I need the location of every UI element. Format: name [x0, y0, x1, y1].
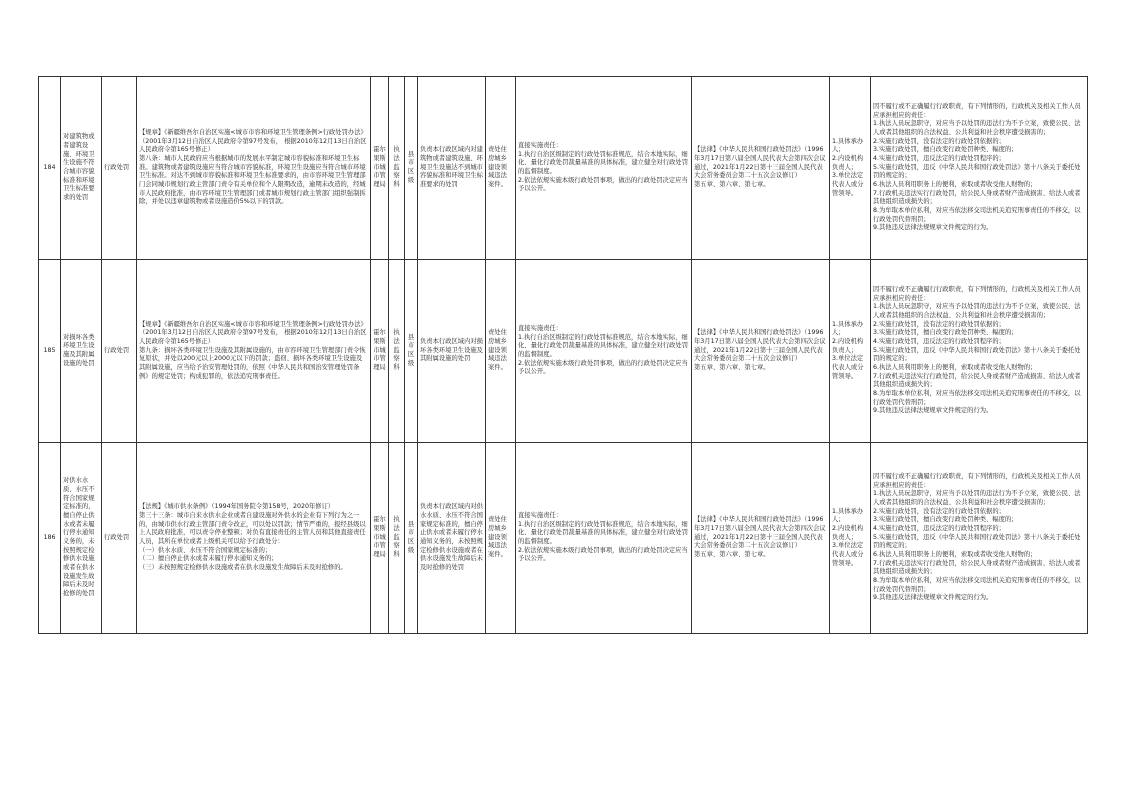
implementation-scope: 负责本行政区域内对损坏各类环境卫生设施及其附属设施的处罚 — [418, 260, 486, 443]
implementing-department: 霍尔果斯市城市管理局 — [371, 443, 389, 634]
implementation-scope: 负责本行政区域内对建筑物或者建筑设施、环境卫生设施达不到城市容貌标准和环境卫生标准要求的处罚 — [418, 77, 486, 260]
item-name: 对损坏各类环境卫生设施及其附属设施的处罚 — [61, 260, 102, 443]
row-number: 186 — [39, 443, 61, 634]
basis-text: 【规章】《新疆维吾尔自治区实施<城市市容和环境卫生管理条例>行政处罚办法》（2001年3月12日自治区人民政府令第97号发布， 根据2010年12月13日自治区人民政府令第165号修正） 第九条：损坏各类环境卫生设施及其附属设施的，由市容环境卫生管理部门责令恢复原状，并处以200元以上2000元以下的罚款；盗窃、损坏各类环境卫生设施及其附属设施，应当给予治安管理处罚的，依照《中华人民共和国治安管理处罚条例》的规定处罚；构成犯罪的，依法追究刑事责任。 — [139, 320, 367, 380]
basis-text: 【法规】《城市供水条例》（1994年国务院令第158号，2020年修订） 第三十三条：城市自来水供水企业或者自建设施对外供水的企业有下列行为之一的，由城市供水行政主管部门责令改正，可以处以罚款；情节严重的，报经县级以上人民政府批准，可以责令停业整顿；对负有直接责任的主管人员和其他直接责任人员，其所在单位或者上级机关可以给予行政处分： （一）供水水质、水压不符合国家规定标准的； （二）擅自停止供水或者未履行停水通知义务的； （三）未按照规定检修供水设施或者在供水设施发生故障后未及时抢修的。 — [139, 503, 366, 572]
accountability-cases: 因不履行或不正确履行行政职责，有下列情形的，行政机关及相关工作人员应承担相应的责任： 1.执法人员玩忽职守，对应当予以处罚的违法行为不予立案，致使公民、法人或者其他组织的合法权益、公共利益和社会秩序遭受损害的； 2.实施行政处罚，没有法定的行政处罚依据的； 3.实施行政处罚，擅自改变行政处罚种类、幅度的； 4.实施行政处罚，违反法定的行政处罚程序的； 5.实施行政处罚，违反《中华人民共和国行政处罚法》第十八条关于委托处罚的规定的； 6.执法人员利用职务上的便利，索取或者收受他人财物的； 7.行政机关违法实行行政处罚，给公民人身或者财产造成损害、给法人或者其他组织造成损失的； 8.为牟取本单位私利，对应当依法移交司法机关追究刑事责任的不移交，以行政处罚代替刑罚； 9.其他违反法律法规规章文件规定的行为。 — [871, 260, 1088, 443]
row-number: 185 — [39, 260, 61, 443]
table-row — [39, 443, 1088, 634]
implementing-unit: 执法监察科 — [389, 443, 405, 634]
item-type: 行政处罚 — [102, 260, 137, 443]
responsible-subject: 1.具体承办人； 2.内设机构负责人； 3.单位法定代表人或分管领导。 — [830, 77, 871, 260]
responsibility-content: 直接实施责任： 1.执行自治区级制定的行政处罚标准规范，结合本地实际，细化、量化行政处罚裁量基准的具体标准，建立健全对行政处罚的监督制度。 2.依法依规实施本级行政处罚事项，做出的行政处罚决定应当予以公开。 — [516, 77, 692, 260]
responsible-subject: 1.具体承办人； 2.内设机构负责人； 3.单位法定代表人或分管领导。 — [830, 260, 871, 443]
setting-basis — [137, 77, 371, 260]
table-row — [39, 77, 1088, 260]
setting-basis — [137, 260, 371, 443]
responsibility-table — [38, 76, 1088, 634]
duty-basis: 责处住房城乡建设领域违法案件。 — [486, 443, 516, 634]
implementing-department: 霍尔果斯市城市管理局 — [371, 77, 389, 260]
setting-basis — [137, 443, 371, 634]
responsibility-content: 直接实施责任： 1.执行自治区级制定的行政处罚标准规范，结合本地实际，细化、量化行政处罚裁量基准的具体标准，建立健全对行政处罚的监督制度。 2.依法依规实施本级行政处罚事项，做出的行政处罚决定应当予以公开。 — [516, 443, 692, 634]
legal-basis: 【法律】《中华人民共和国行政处罚法》（1996年3月17日第八届全国人民代表大会第四次会议通过，2021年1月22日第十三届全国人民代表大会常务委员会第二十五次会议修订） 第五章、第六章、第七章。 — [692, 260, 830, 443]
basis-text: 【规章】《新疆维吾尔自治区实施<城市市容和环境卫生管理条例>行政处罚办法》（2001年3月12日自治区人民政府令第97号发布， 根据2010年12月13日自治区人民政府令第165号修正） 第八条：城市人民政府应当根据城市的发展水平制定城市容貌标准和环境卫生标准。建筑物或者建筑设施应当符合城市容貌标准，环境卫生设施应当符合城市环境卫生标准。对达不到城市容貌标准和环境卫生标准要求的，由市容环境卫生管理部门会同城市规划行政主管部门责令有关单位和个人限期改造，逾期未改造的，经城市人民政府批准，由市容环境卫生管理部门或者城市规划行政主管部门组织强制拆除，并处以违章建筑物或者设施造价5%以下的罚款。 — [139, 128, 367, 206]
implementing-unit: 执法监察科 — [389, 260, 405, 443]
row-number: 184 — [39, 77, 61, 260]
responsibility-content: 直接实施责任： 1.执行自治区级制定的行政处罚标准规范，结合本地实际，细化、量化行政处罚裁量基准的具体标准，建立健全对行政处罚的监督制度。 2.依法依规实施本级行政处罚事项，做出的行政处罚决定应当予以公开。 — [516, 260, 692, 443]
responsible-subject: 1.具体承办人； 2.内设机构负责人； 3.单位法定代表人或分管领导。 — [830, 443, 871, 634]
implementing-unit: 执法监察科 — [389, 77, 405, 260]
legal-basis: 【法律】《中华人民共和国行政处罚法》（1996年3月17日第八届全国人民代表大会第四次会议通过，2021年1月22日第十三届全国人民代表大会常务委员会第二十五次会议修订） 第五章、第六章、第七章。 — [692, 77, 830, 260]
implementing-level: 县市区级 — [405, 443, 418, 634]
duty-basis: 责处住房城乡建设领域违法案件。 — [486, 77, 516, 260]
implementing-level: 县市区级 — [405, 260, 418, 443]
accountability-cases: 因不履行或不正确履行行政职责，有下列情形的，行政机关及相关工作人员应承担相应的责任： 1.执法人员玩忽职守，对应当予以处罚的违法行为不予立案，致使公民、法人或者其他组织的合法权益、公共利益和社会秩序遭受损害的； 2.实施行政处罚，没有法定的行政处罚依据的； 3.实施行政处罚，擅自改变行政处罚种类、幅度的； 4.实施行政处罚，违反法定的行政处罚程序的； 5.实施行政处罚，违反《中华人民共和国行政处罚法》第十八条关于委托处罚的规定的； 6.执法人员利用职务上的便利，索取或者收受他人财物的； 7.行政机关违法实行行政处罚，给公民人身或者财产造成损害、给法人或者其他组织造成损失的； 8.为牟取本单位私利，对应当依法移交司法机关追究刑事责任的不移交，以行政处罚代替刑罚； 9.其他违反法律法规规章文件规定的行为。 — [871, 443, 1088, 634]
implementing-level: 县市区级 — [405, 77, 418, 260]
item-name: 对供水水质、水压不符合国家规定标准的，擅自停止供水或者未履行停水通知义务的，未按照规定检修供水设施或者在供水设施发生故障后未及时抢修的处罚 — [61, 443, 102, 634]
implementation-scope: 负责本行政区域内对供水水质、水压不符合国家规定标准的，擅自停止供水或者未履行停水通知义务的，未按照规定检修供水设施或者在供水设施发生故障后未及时抢修的处罚 — [418, 443, 486, 634]
duty-basis: 责处住房城乡建设领域违法案件。 — [486, 260, 516, 443]
item-type: 行政处罚 — [102, 443, 137, 634]
legal-basis: 【法律】《中华人民共和国行政处罚法》（1996年3月17日第八届全国人民代表大会第四次会议通过，2021年1月22日第十三届全国人民代表大会常务委员会第二十五次会议修订） 第五章、第六章、第七章。 — [692, 443, 830, 634]
implementing-department: 霍尔果斯市城市管理局 — [371, 260, 389, 443]
table-row — [39, 260, 1088, 443]
accountability-cases: 因不履行或不正确履行行政职责，有下列情形的，行政机关及相关工作人员应承担相应的责任： 1.执法人员玩忽职守，对应当予以处罚的违法行为不予立案，致使公民、法人或者其他组织的合法权益、公共利益和社会秩序遭受损害的； 2.实施行政处罚，没有法定的行政处罚依据的； 3.实施行政处罚，擅自改变行政处罚种类、幅度的； 4.实施行政处罚，违反法定的行政处罚程序的； 5.实施行政处罚，违反《中华人民共和国行政处罚法》第十八条关于委托处罚的规定的； 6.执法人员利用职务上的便利，索取或者收受他人财物的； 7.行政机关违法实行行政处罚，给公民人身或者财产造成损害、给法人或者其他组织造成损失的； 8.为牟取本单位私利，对应当依法移交司法机关追究刑事责任的不移交，以行政处罚代替刑罚； 9.其他违反法律法规规章文件规定的行为。 — [871, 77, 1088, 260]
item-type: 行政处罚 — [102, 77, 137, 260]
item-name: 对建筑物或者建筑设施、环境卫生设施不符合城市容貌标准和环境卫生标准要求的处罚 — [61, 77, 102, 260]
